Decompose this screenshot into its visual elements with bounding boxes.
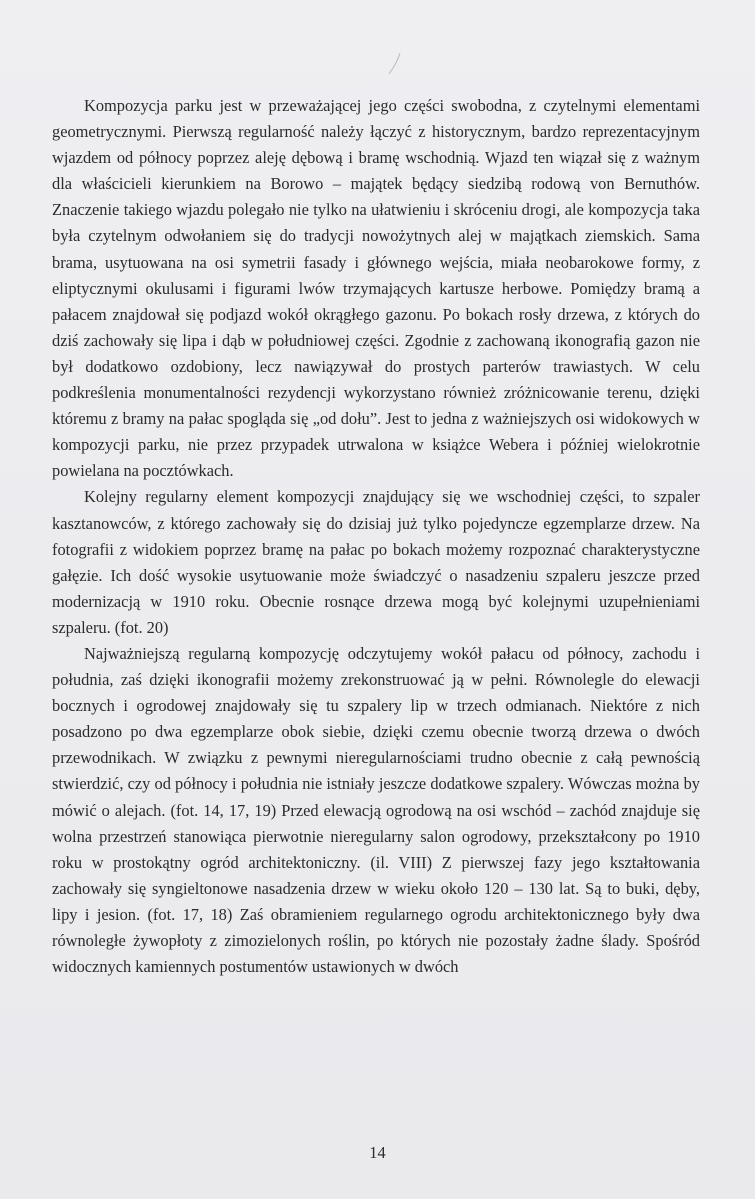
body-text bbox=[52, 93, 700, 980]
page-number: 14 bbox=[369, 1143, 386, 1162]
paragraph-1: Kompozycja parku jest w przeważającej jego części swobodna, z czytelnymi elementami geometrycznymi. Pierwszą regularność należy łączyć z historycznym, bardzo reprezentacyjnym wjazdem od północy poprzez aleję dębową i bramę wschodnią. Wjazd ten wiązał się z ważnym dla właścicieli kierunkiem na Borowo – majątek będący siedzibą rodową von Bernuthów. Znaczenie takiego wjazdu polegało nie tylko na ułatwieniu i skróceniu drogi, ale kompozycja taka była czytelnym odwołaniem się do tradycji nowożytnych alej w majątkach ziemskich. Sama brama, usytuowana na osi symetrii fasady i głównego wejścia, miała neobarokowe formy, z eliptycznymi okulusami i figurami lwów trzymających kartusze herbowe. Pomiędzy bramą a pałacem znajdował się podjazd wokół okrągłego gazonu. Po bokach rosły drzewa, z których do dziś zachowały się lipa i dąb w południowej części. Zgodnie z zachowaną ikonografią gazon nie był dodatkowo ozdobiony, lecz nawiązywał do prostych parterów trawiastych. W celu podkreślenia monumentalności rezydencji wykorzystano również zróżnicowanie terenu, dzięki któremu z bramy na pałac spogląda się „od dołu”. Jest to jedna z ważniejszych osi widokowych w kompozycji parku, nie przez przypadek utrwalona w książce Webera i później wielokrotnie powielana na pocztówkach. bbox=[52, 96, 700, 481]
paragraph-3: Najważniejszą regularną kompozycję odczytujemy wokół pałacu od północy, zachodu i południa, zaś dzięki ikonografii możemy zrekonstruować ją w pełni. Równolegle do elewacji bocznych i ogrodowej znajdowały się tu szpalery lip w trzech odmianach. Niektóre z nich posadzono po dwa egzemplarze obok siebie, dzięki czemu obecnie tworzą drzewa o dwóch przewodnikach. W związku z pewnymi nieregularnościami trudno obecnie z całą pewnością stwierdzić, czy od północy i południa nie istniały jeszcze dodatkowe szpalery. Wówczas można by mówić o alejach. (fot. 14, 17, 19) Przed elewacją ogrodową na osi wschód – zachód znajduje się wolna przestrzeń stanowiąca pierwotnie nieregularny salon ogrodowy, przekształcony po 1910 roku w prostokątny ogród architektoniczny. (il. VIII) Z pierwszej fazy jego kształtowania zachowały się syngieltonowe nasadzenia drzew w wieku około 120 – 130 lat. Są to buki, dęby, lipy i jesion. (fot. 17, 18) Zaś obramieniem regularnego ogrodu architektonicznego były dwa równoległe żywopłoty z zimozielonych roślin, po których nie pozostały żadne ślady. Spośród widocznych kamiennych postumentów ustawionych w dwóch bbox=[52, 643, 700, 977]
pencil-mark-icon bbox=[388, 52, 402, 76]
paragraph-2: Kolejny regularny element kompozycji znajdujący się we wschodniej części, to szpaler kasztanowców, z którego zachowały się do dzisiaj już tylko pojedyncze egzemplarze drzew. Na fotografii z widokiem poprzez bramę na pałac po bokach możemy rozpoznać charakterystyczne gałęzie. Ich dość wysokie usytuowanie może świadczyć o nasadzeniu szpaleru jeszcze przed modernizacją w 1910 roku. Obecnie rosnące drzewa mogą być kolejnymi uzupełnieniami szpaleru. (fot. 20) bbox=[52, 487, 700, 637]
